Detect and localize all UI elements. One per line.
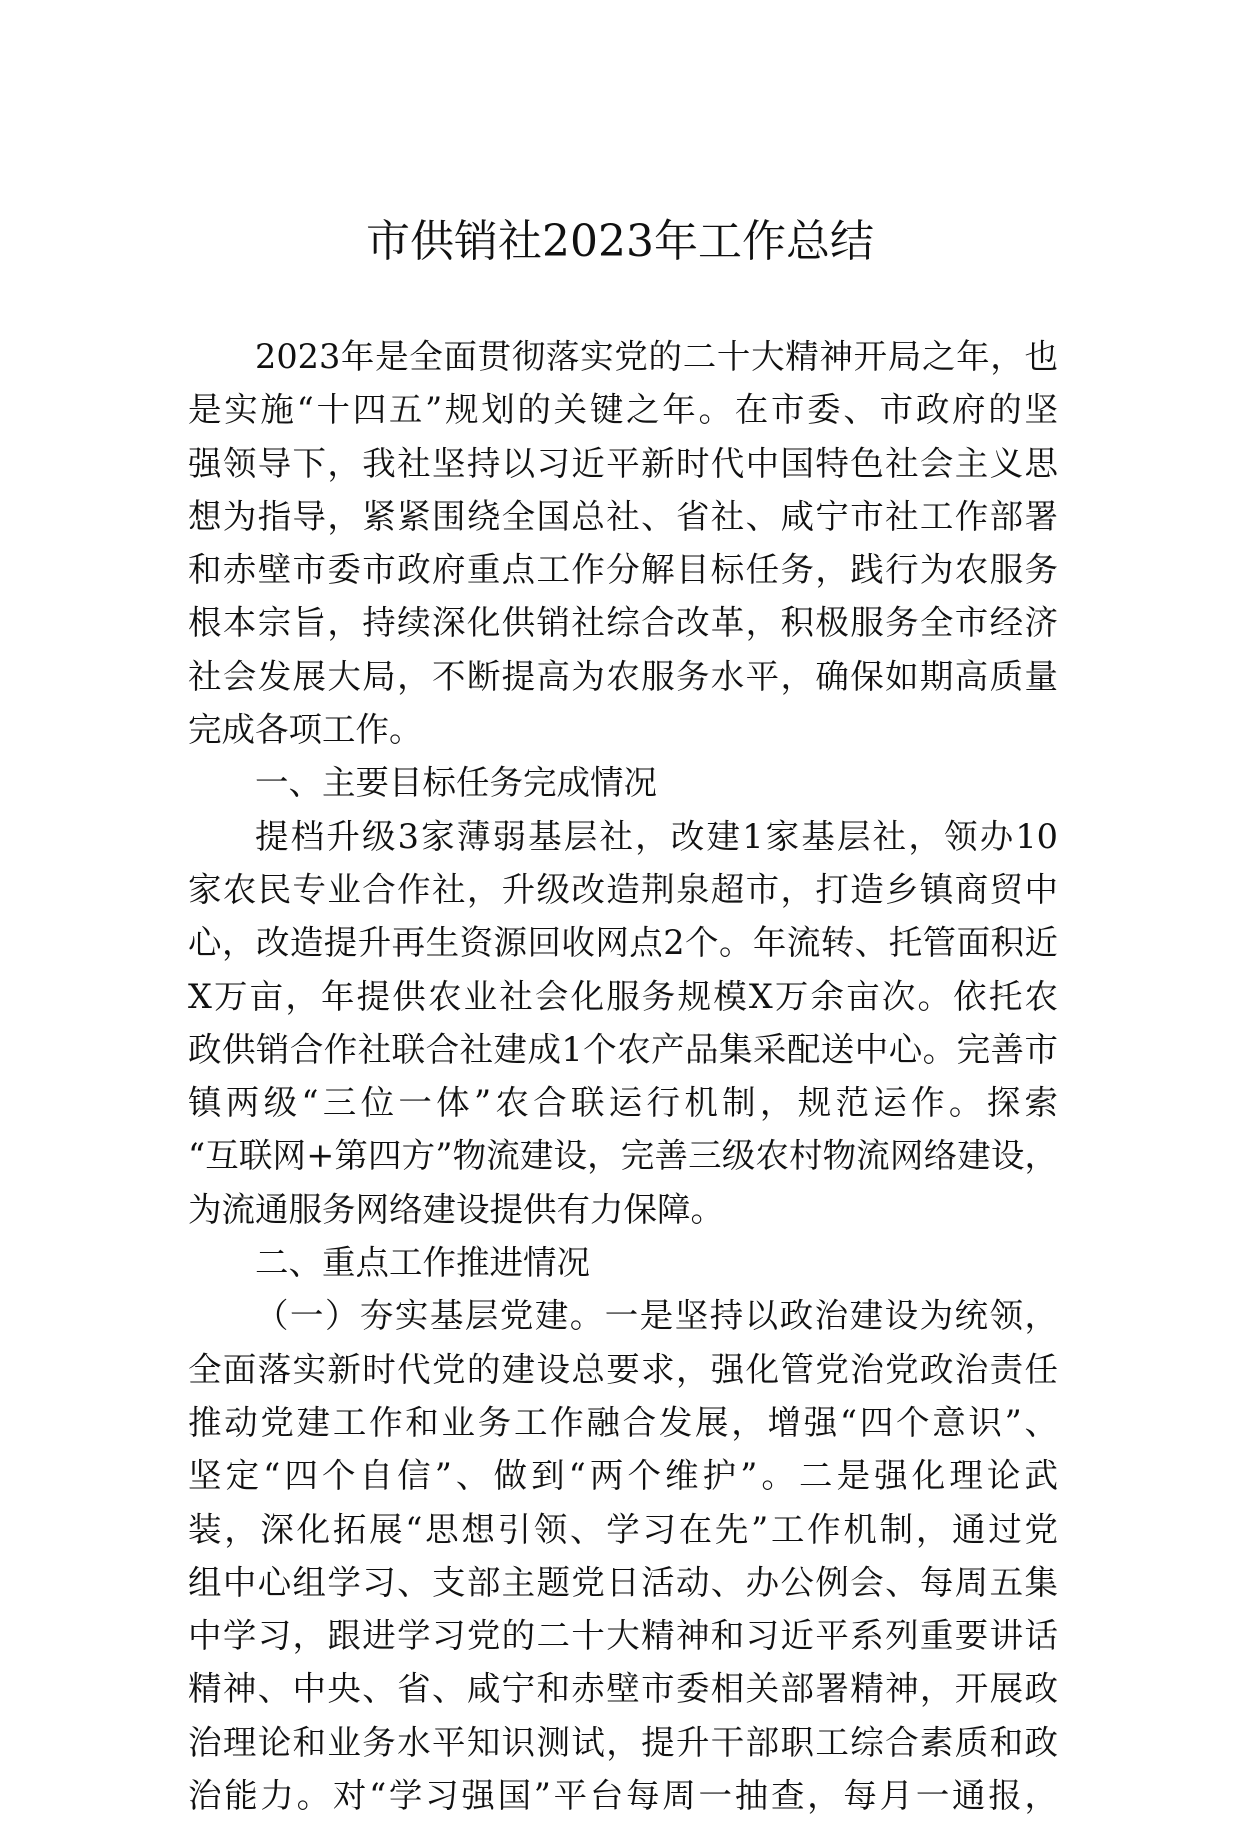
text-line: 根本宗旨，持续深化供销社综合改革，积极服务全市经济 <box>188 603 1058 643</box>
text-line: 镇两级“三位一体”农合联运行机制，规范运作。探索 <box>188 1083 1058 1123</box>
text-line: 心，改造提升再生资源回收网点2个。年流转、托管面积近 <box>188 923 1058 963</box>
text-line: 推动党建工作和业务工作融合发展，增强“四个意识”、 <box>188 1402 1058 1442</box>
text-line: X万亩，年提供农业社会化服务规模X万余亩次。依托农 <box>188 976 1058 1016</box>
text-line: 治能力。对“学习强国”平台每周一抽查，每月一通报， <box>188 1776 1058 1816</box>
text-line: 是实施“十四五”规划的关键之年。在市委、市政府的坚 <box>188 390 1058 430</box>
text-line: 完成各项工作。 <box>188 710 423 750</box>
text-line: 强领导下，我社坚持以习近平新时代中国特色社会主义思 <box>188 443 1058 483</box>
document-body <box>188 330 1058 1822</box>
text-line: 社会发展大局，不断提高为农服务水平，确保如期高质量 <box>188 656 1058 696</box>
text-line: 全面落实新时代党的建设总要求，强化管党治党政治责任 <box>188 1349 1058 1389</box>
text-line: 提档升级3家薄弱基层社，改建1家基层社，领办10 <box>255 816 1058 856</box>
text-line: 想为指导，紧紧围绕全国总社、省社、咸宁市社工作部署 <box>188 496 1058 536</box>
text-line: 2023年是全面贯彻落实党的二十大精神开局之年，也 <box>255 337 1058 376</box>
section-heading: 二、重点工作推进情况 <box>255 1243 590 1283</box>
text-line: 和赤壁市委市政府重点工作分解目标任务，践行为农服务 <box>188 550 1058 590</box>
text-line: 坚定“四个自信”、做到“两个维护”。二是强化理论武 <box>188 1456 1058 1496</box>
section-heading: 一、主要目标任务完成情况 <box>255 763 657 803</box>
text-line: 治理论和业务水平知识测试，提升干部职工综合素质和政 <box>188 1722 1058 1762</box>
text-line: 精神、中央、省、咸宁和赤壁市委相关部署精神，开展政 <box>188 1669 1058 1709</box>
document-title: 市供销社2023年工作总结 <box>366 216 874 267</box>
text-line: 中学习，跟进学习党的二十大精神和习近平系列重要讲话 <box>188 1616 1058 1656</box>
text-line: 政供销合作社联合社建成1个农产品集采配送中心。完善市 <box>188 1029 1058 1069</box>
text-line: 组中心组学习、支部主题党日活动、办公例会、每周五集 <box>188 1562 1058 1602</box>
text-line: 家农民专业合作社，升级改造荆泉超市，打造乡镇商贸中 <box>188 869 1058 909</box>
text-line: “互联网+第四方”物流建设，完善三级农村物流网络建设， <box>188 1136 1058 1176</box>
text-line: 为流通服务网络建设提供有力保障。 <box>188 1189 724 1229</box>
text-line: 装，深化拓展“思想引领、学习在先”工作机制，通过党 <box>188 1509 1058 1549</box>
text-line: （一）夯实基层党建。一是坚持以政治建设为统领， <box>255 1296 1058 1336</box>
